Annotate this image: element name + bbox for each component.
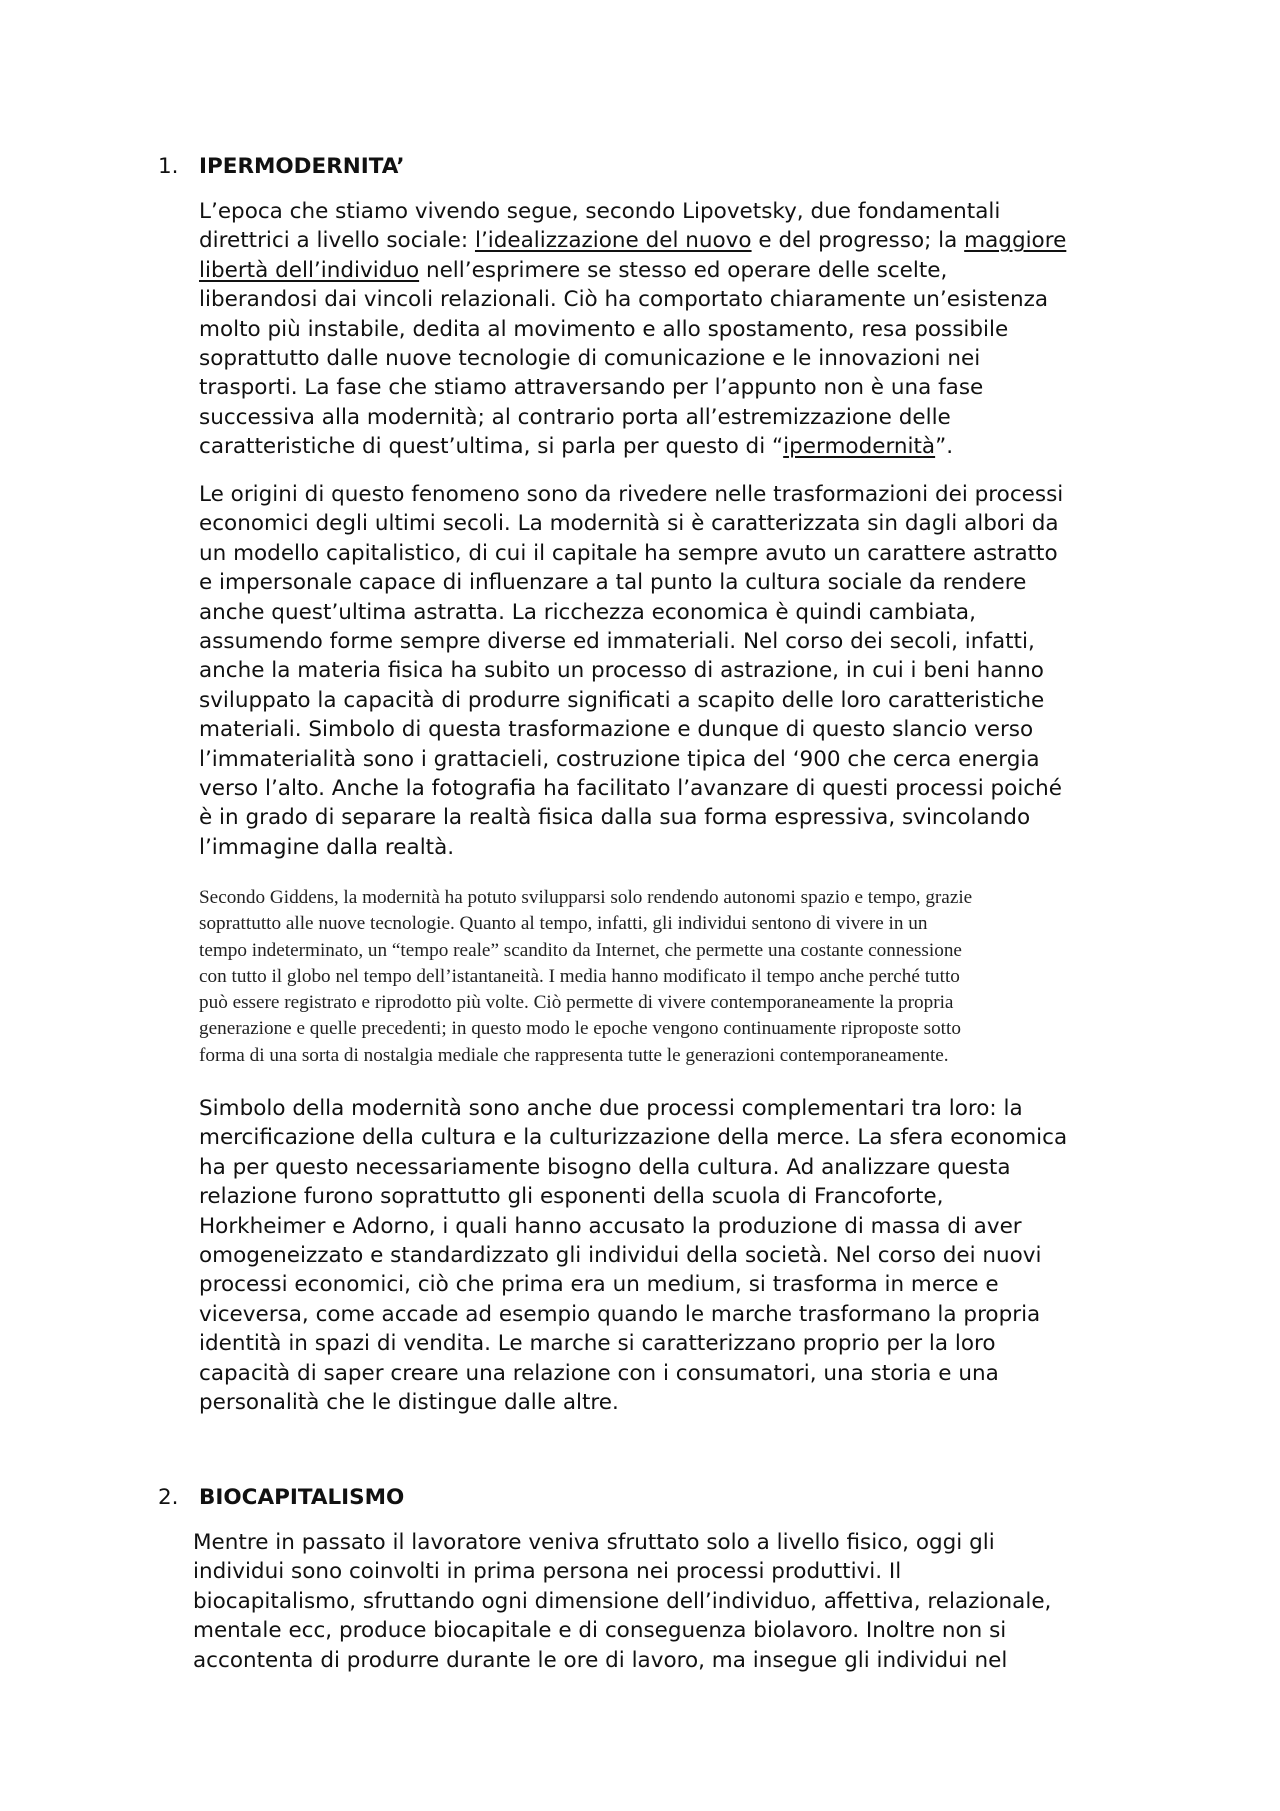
text-line: Le origini di questo fenomeno sono da rivedere nelle trasformazioni dei processi xyxy=(199,482,1064,507)
text-line: tempo indeterminato, un “tempo reale” scandito da Internet, che permette una costante connessione xyxy=(199,939,962,961)
text-line: soprattutto dalle nuove tecnologie di comunicazione e le innovazioni nei xyxy=(199,345,981,371)
text-line: anche la materia fisica ha subito un processo di astrazione, in cui i beni hanno xyxy=(199,658,1044,684)
text-line: biocapitalismo, sfruttando ogni dimensione dell’individuo, affettiva, relazionale, xyxy=(193,1588,1052,1614)
text-line: relazione furono soprattutto gli esponenti della scuola di Francoforte, xyxy=(199,1184,944,1210)
text-line: processi economici, ciò che prima era un medium, si trasforma in merce e xyxy=(199,1272,999,1298)
section-title: IPERMODERNITA’ xyxy=(199,154,405,179)
text-line: sviluppato la capacità di produrre significati a scapito delle loro caratteristiche xyxy=(199,687,1045,713)
text-line: capacità di saper creare una relazione con i consumatori, una storia e una xyxy=(199,1360,999,1386)
text-line: caratteristiche di quest’ultima, si parla per questo di “ipermodernità”. xyxy=(199,434,954,460)
text-line: viceversa, come accade ad esempio quando le marche trasformano la propria xyxy=(199,1301,1041,1327)
text-line: generazione e quelle precedenti; in questo modo le epoche vengono continuamente riproposte sotto xyxy=(199,1018,961,1040)
text-line: un modello capitalistico, di cui il capitale ha sempre avuto un carattere astratto xyxy=(199,540,1058,566)
section-number: 1. xyxy=(158,154,179,179)
paragraph-lipovetsky xyxy=(199,197,1199,462)
text-line: anche quest’ultima astratta. La ricchezza economica è quindi cambiata, xyxy=(199,599,976,625)
underlined-phrase: l’idealizzazione del nuovo xyxy=(474,228,752,254)
paragraph-merce-cultura xyxy=(199,1094,1199,1417)
text-line: liberandosi dai vincoli relazionali. Ciò ha comportato chiaramente un’esistenza xyxy=(199,287,1049,313)
text-line: l’immagine dalla realtà. xyxy=(199,834,455,860)
text-line: mercificazione della cultura e la culturizzazione della merce. La sfera economica xyxy=(199,1125,1068,1151)
section-2-heading xyxy=(0,1483,1280,1513)
underlined-phrase: maggiore xyxy=(964,228,1067,254)
text-line: direttrici a livello sociale: l’idealizzazione del nuovo e del progresso; la maggiore xyxy=(199,228,1067,254)
text-line: libertà dell’individuo nell’esprimere se stesso ed operare delle scelte, xyxy=(199,257,948,283)
text-line: e impersonale capace di influenzare a tal punto la cultura sociale da rendere xyxy=(199,570,1027,596)
text-line: Horkheimer e Adorno, i quali hanno accusato la produzione di massa di aver xyxy=(199,1213,1022,1239)
section-1-heading xyxy=(0,152,1280,182)
text-line: Simbolo della modernità sono anche due processi complementari tra loro: la xyxy=(199,1096,1023,1121)
text-line: identità in spazi di vendita. Le marche si caratterizzano proprio per la loro xyxy=(199,1331,996,1357)
text-line: successiva alla modernità; al contrario porta all’estremizzazione delle xyxy=(199,404,951,430)
underlined-phrase: libertà dell’individuo xyxy=(199,257,420,283)
text-line: omogeneizzato e standardizzato gli individui della società. Nel corso dei nuovi xyxy=(199,1242,1042,1268)
underlined-phrase: ipermodernità xyxy=(783,434,936,460)
section-number: 2. xyxy=(158,1485,179,1510)
text-line: Mentre in passato il lavoratore veniva sfruttato solo a livello fisico, oggi gli xyxy=(193,1530,995,1555)
text-line: può essere registrato e riprodotto più volte. Ciò permette di vivere contemporaneamente la propria xyxy=(199,992,954,1014)
paragraph-origini xyxy=(199,480,1199,862)
text-line: trasporti. La fase che stiamo attraversando per l’appunto non è una fase xyxy=(199,375,984,401)
text-line: individui sono coinvolti in prima persona nei processi produttivi. Il xyxy=(193,1559,902,1585)
text-line: l’immaterialità sono i grattacieli, costruzione tipica del ‘900 che cerca energia xyxy=(199,746,1040,772)
text-line: assumendo forme sempre diverse ed immateriali. Nel corso dei secoli, infatti, xyxy=(199,628,1035,654)
text-line: verso l’alto. Anche la fotografia ha facilitato l’avanzare di questi processi poiché xyxy=(199,775,1062,801)
text-line: economici degli ultimi secoli. La modernità si è caratterizzata sin dagli albori da xyxy=(199,511,1059,537)
text-line: soprattutto alle nuove tecnologie. Quanto al tempo, infatti, gli individui sentono di vivere in un xyxy=(199,913,928,935)
section-title: BIOCAPITALISMO xyxy=(199,1485,405,1510)
text-line: mentale ecc, produce biocapitale e di conseguenza biolavoro. Inoltre non si xyxy=(193,1618,1007,1644)
text-line: accontenta di produrre durante le ore di lavoro, ma insegue gli individui nel xyxy=(193,1647,1008,1673)
text-line: è in grado di separare la realtà fisica dalla sua forma espressiva, svincolando xyxy=(199,805,1031,831)
text-line: personalità che le distingue dalle altre. xyxy=(199,1389,619,1415)
text-line: ha per questo necessariamente bisogno della cultura. Ad analizzare questa xyxy=(199,1154,1011,1180)
text-line: Secondo Giddens, la modernità ha potuto svilupparsi solo rendendo autonomi spazio e tempo, grazie xyxy=(199,887,973,908)
paragraph-giddens xyxy=(199,885,1199,1069)
text-line: con tutto il globo nel tempo dell’istantaneità. I media hanno modificato il tempo anche perché tutto xyxy=(199,965,960,987)
text-line: forma di una sorta di nostalgia mediale che rappresenta tutte le generazioni contemporaneamente. xyxy=(199,1044,949,1066)
text-line: L’epoca che stiamo vivendo segue, secondo Lipovetsky, due fondamentali xyxy=(199,199,1001,224)
text-line: materiali. Simbolo di questa trasformazione e dunque di questo slancio verso xyxy=(199,717,1034,743)
text-line: molto più instabile, dedita al movimento e allo spostamento, resa possibile xyxy=(199,316,1009,342)
paragraph-biocapitalismo xyxy=(193,1528,1193,1675)
